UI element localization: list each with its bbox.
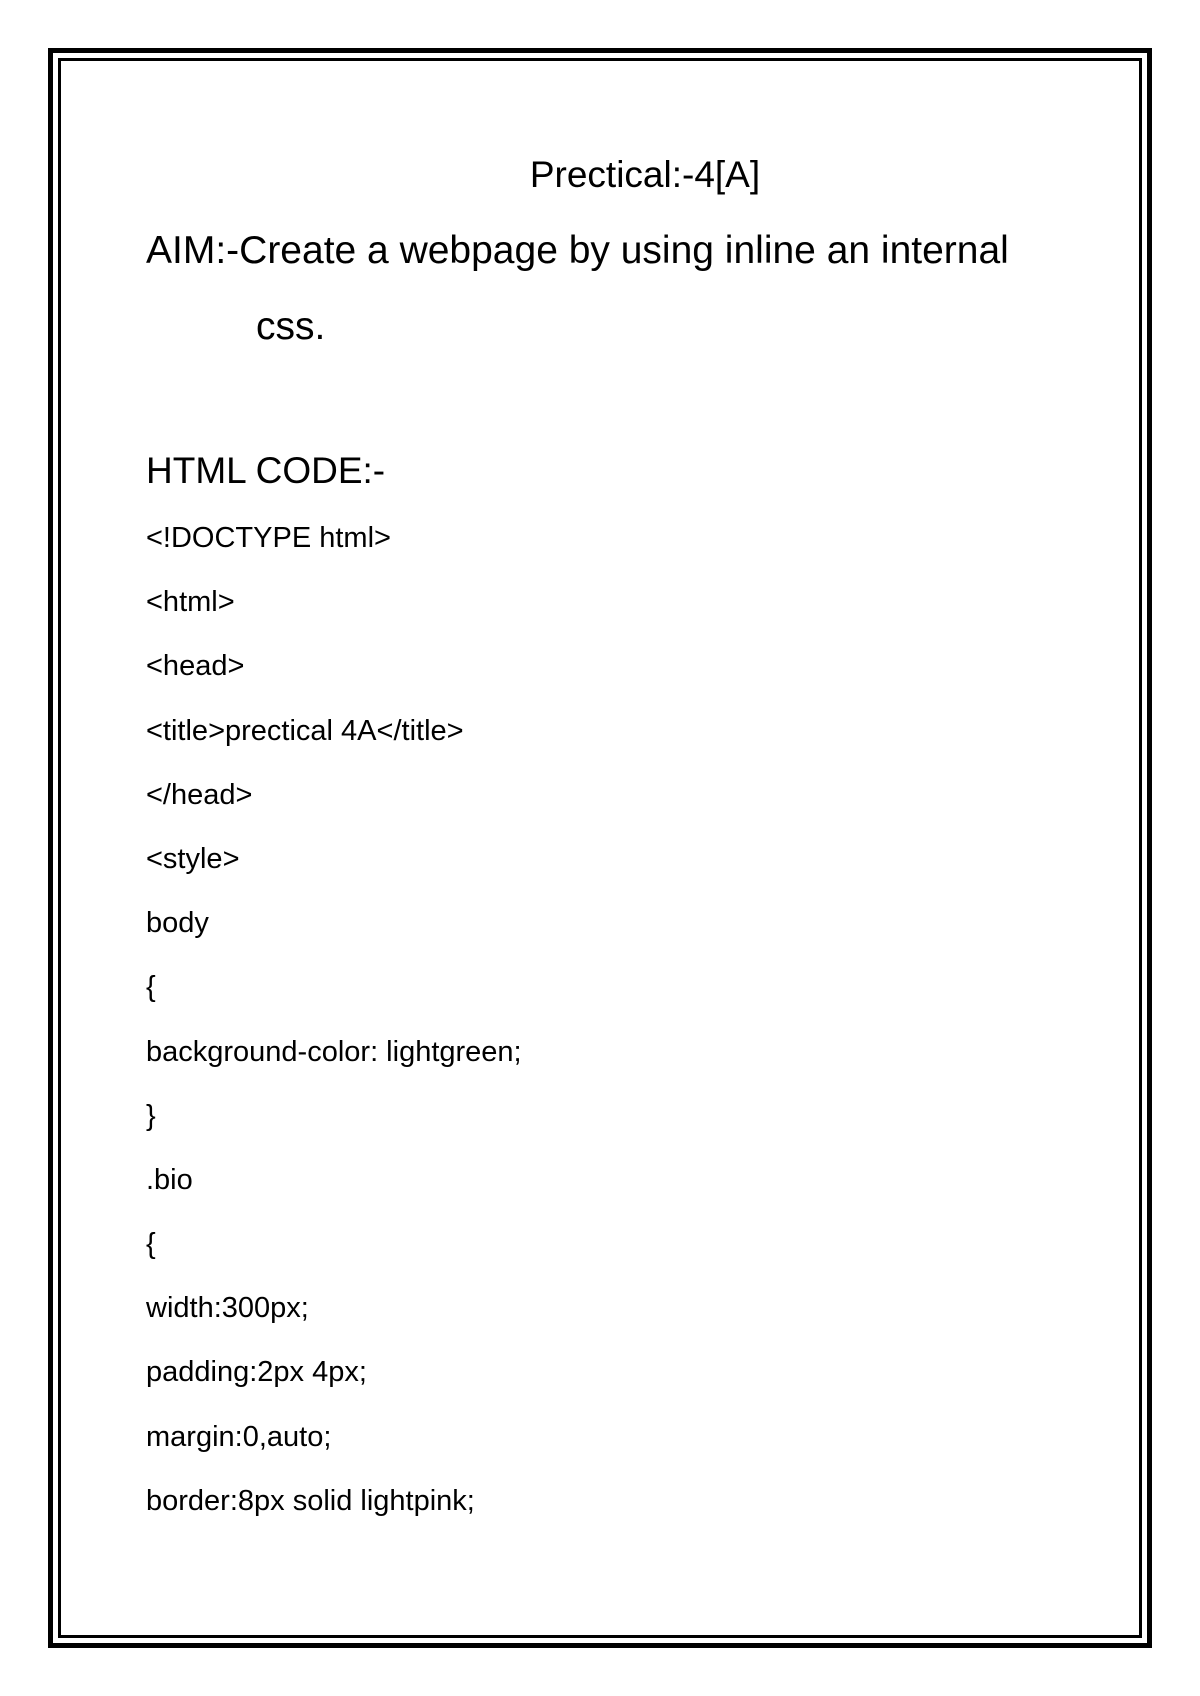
- code-line: <style>: [146, 842, 240, 875]
- aim-text-line-2: css.: [256, 305, 326, 348]
- code-line: {: [146, 1228, 156, 1261]
- code-line: <!DOCTYPE html>: [146, 522, 391, 554]
- code-line: </head>: [146, 778, 253, 811]
- code-section-heading: HTML CODE:-: [146, 450, 386, 491]
- code-line: <head>: [146, 650, 245, 683]
- page-title: Prectical:-4[A]: [529, 154, 761, 195]
- code-line: {: [146, 971, 156, 1004]
- code-line: margin:0,auto;: [146, 1420, 332, 1453]
- code-line: padding:2px 4px;: [146, 1356, 367, 1389]
- code-line: }: [146, 1099, 156, 1132]
- code-listing: [146, 520, 522, 1547]
- code-line: <title>prectical 4A</title>: [146, 714, 464, 747]
- code-line: body: [146, 907, 209, 940]
- aim-text-line-1: AIM:-Create a webpage by using inline an internal: [146, 229, 1009, 272]
- code-line: background-color: lightgreen;: [146, 1035, 522, 1068]
- code-line: .bio: [146, 1163, 193, 1196]
- code-line: <html>: [146, 586, 235, 619]
- code-line: width:300px;: [146, 1292, 309, 1325]
- code-line: border:8px solid lightpink;: [146, 1484, 475, 1517]
